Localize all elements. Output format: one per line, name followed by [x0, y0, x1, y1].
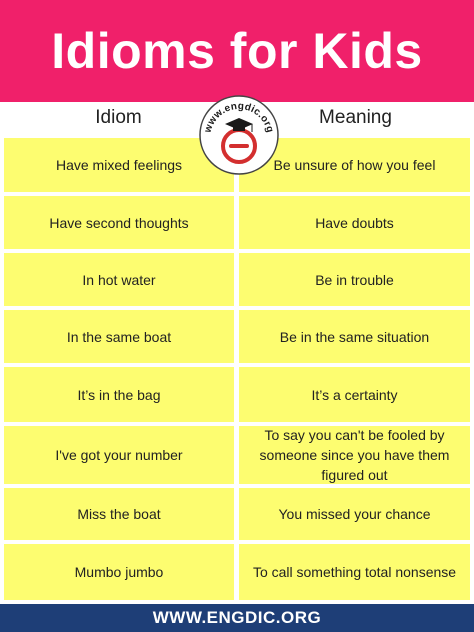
footer-url[interactable]: WWW.ENGDIC.ORG	[0, 604, 474, 632]
meaning-cell: Have doubts	[239, 196, 470, 249]
page-title: Idioms for Kids	[51, 23, 423, 79]
table-row	[0, 544, 474, 600]
idiom-cell: I've got your number	[4, 426, 234, 484]
meaning-cell: Be in the same situation	[239, 310, 470, 363]
table-row	[0, 196, 474, 249]
meaning-cell: Be unsure of how you feel	[239, 138, 470, 192]
meaning-column-header: Meaning	[319, 107, 392, 128]
idiom-cell: Have mixed feelings	[4, 138, 234, 192]
table-row	[0, 253, 474, 306]
idiom-cell: Mumbo jumbo	[4, 544, 234, 600]
table-row	[0, 426, 474, 484]
table-row	[0, 310, 474, 363]
meaning-cell: To call something total nonsense	[239, 544, 470, 600]
engdic-logo	[198, 94, 280, 176]
idiom-table	[0, 134, 474, 604]
idiom-column-header: Idiom	[95, 107, 142, 128]
idiom-cell: In the same boat	[4, 310, 234, 363]
table-row	[0, 367, 474, 422]
meaning-cell: You missed your chance	[239, 488, 470, 540]
meaning-cell: It’s a certainty	[239, 367, 470, 422]
meaning-cell: Be in trouble	[239, 253, 470, 306]
idiom-cell: In hot water	[4, 253, 234, 306]
table-row	[0, 488, 474, 540]
idiom-cell: It’s in the bag	[4, 367, 234, 422]
idiom-cell: Miss the boat	[4, 488, 234, 540]
meaning-cell: To say you can't be fooled by someone since you have them figured out	[239, 426, 470, 484]
idiom-cell: Have second thoughts	[4, 196, 234, 249]
title-banner	[0, 0, 474, 102]
logo-text: www.engdic.org	[202, 100, 276, 135]
